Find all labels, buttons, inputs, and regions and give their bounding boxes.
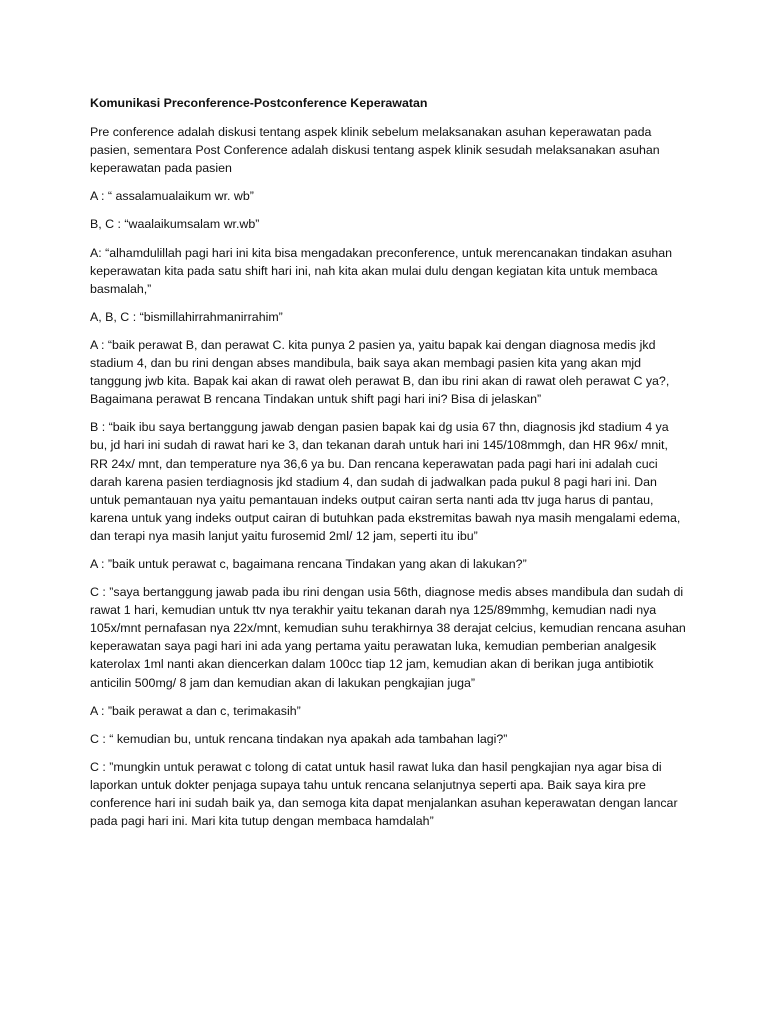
paragraph-dialogue-11: C : ”mungkin untuk perawat c tolong di catat untuk hasil rawat luka dan hasil pengkajian nya agar bisa di laporkan untuk dokter penjaga supaya tahu untuk rencana selanjutnya seperti apa. Baik saya kira pre conference hari ini sudah baik ya, dan semoga kita dapat menjalankan asuhan keperawatan dengan lancar pada pagi hari ini. Mari kita tutup dengan membaca hamdalah” <box>90 759 678 829</box>
paragraph-dialogue-6: B : “baik ibu saya bertanggung jawab dengan pasien bapak kai dg usia 67 thn, diagnosis jkd stadium 4 ya bu, jd hari ini sudah di rawat hari ke 3, dan tekanan darah untuk hari ini 145/108mmgh, dan HR 96x/ mnit, RR 24x/ mnt, dan temperature nya 36,6 ya bu. Dan rencana keperawatan pada pagi hari ini adalah cuci darah karena pasien terdiagnosis jkd stadium 4, dan sudah di jadwalkan pada pukul 8 pagi hari ini. Dan untuk pemantauan nya yaitu pemantauan indeks output cairan serta nanti ada ttv juga harus di pantau, karena untuk yang indeks output cairan di butuhkan pada ekstremitas bawah nya masih mengalami edema, dan terapi nya masih lanjut yaitu furosemid 2ml/ 12 jam, seperti itu ibu” <box>90 420 681 543</box>
document-title: Komunikasi Preconference-Postconference Keperawatan <box>90 96 428 110</box>
paragraph-dialogue-7: A : ”baik untuk perawat c, bagaimana rencana Tindakan yang akan di lakukan?” <box>90 556 527 571</box>
document-page <box>90 94 686 840</box>
paragraph-dialogue-4: A, B, C : “bismillahirrahmanirrahim” <box>90 309 283 324</box>
paragraph-dialogue-2: B, C : “waalaikumsalam wr.wb” <box>90 217 260 232</box>
paragraph-dialogue-1: A : “ assalamualaikum wr. wb” <box>90 189 254 204</box>
paragraph-intro: Pre conference adalah diskusi tentang aspek klinik sebelum melaksanakan asuhan keperawatan pada pasien, sementara Post Conference adalah diskusi tentang aspek klinik sesudah melaksanakan asuhan keperawatan pada pasien <box>90 125 660 176</box>
paragraph-dialogue-3: A: “alhamdulillah pagi hari ini kita bisa mengadakan preconference, untuk merencanakan tindakan asuhan keperawatan kita pada satu shift hari ini, nah kita akan mulai dulu dengan kegiatan kita untuk membaca basmalah,” <box>90 245 673 296</box>
paragraph-dialogue-10: C : “ kemudian bu, untuk rencana tindakan nya apakah ada tambahan lagi?” <box>90 731 508 746</box>
paragraph-dialogue-5: A : “baik perawat B, dan perawat C. kita punya 2 pasien ya, yaitu bapak kai dengan diagnosa medis jkd stadium 4, dan bu rini dengan abses mandibula, baik saya akan membagi pasien kita yang akan mjd tanggung jwb kita. Bapak kai akan di rawat oleh perawat B, dan ibu rini akan di rawat oleh perawat C ya?, Bagaimana perawat B rencana Tindakan untuk shift pagi hari ini? Bisa di jelaskan” <box>90 337 670 407</box>
paragraph-dialogue-9: A : ”baik perawat a dan c, terimakasih” <box>90 703 301 718</box>
paragraph-dialogue-8: C : ”saya bertanggung jawab pada ibu rini dengan usia 56th, diagnose medis abses mandibula dan sudah di rawat 1 hari, kemudian untuk ttv nya terakhir yaitu tekanan darah nya 125/89mmhg, kemudian nadi nya 105x/mnt pernafasan nya 22x/mnt, kemudian suhu terakhirnya 38 derajat celcius, kemudian rencana asuhan keperawatan saya pagi hari ini ada yang pertama yaitu perawatan luka, kemudian pemberian analgesik katerolax 1ml nanti akan diencerkan dalam 100cc tiap 12 jam, kemudian akan di berikan juga antibiotik anticilin 500mg/ 8 jam dan kemudian akan di lakukan pengkajian juga” <box>90 585 686 690</box>
